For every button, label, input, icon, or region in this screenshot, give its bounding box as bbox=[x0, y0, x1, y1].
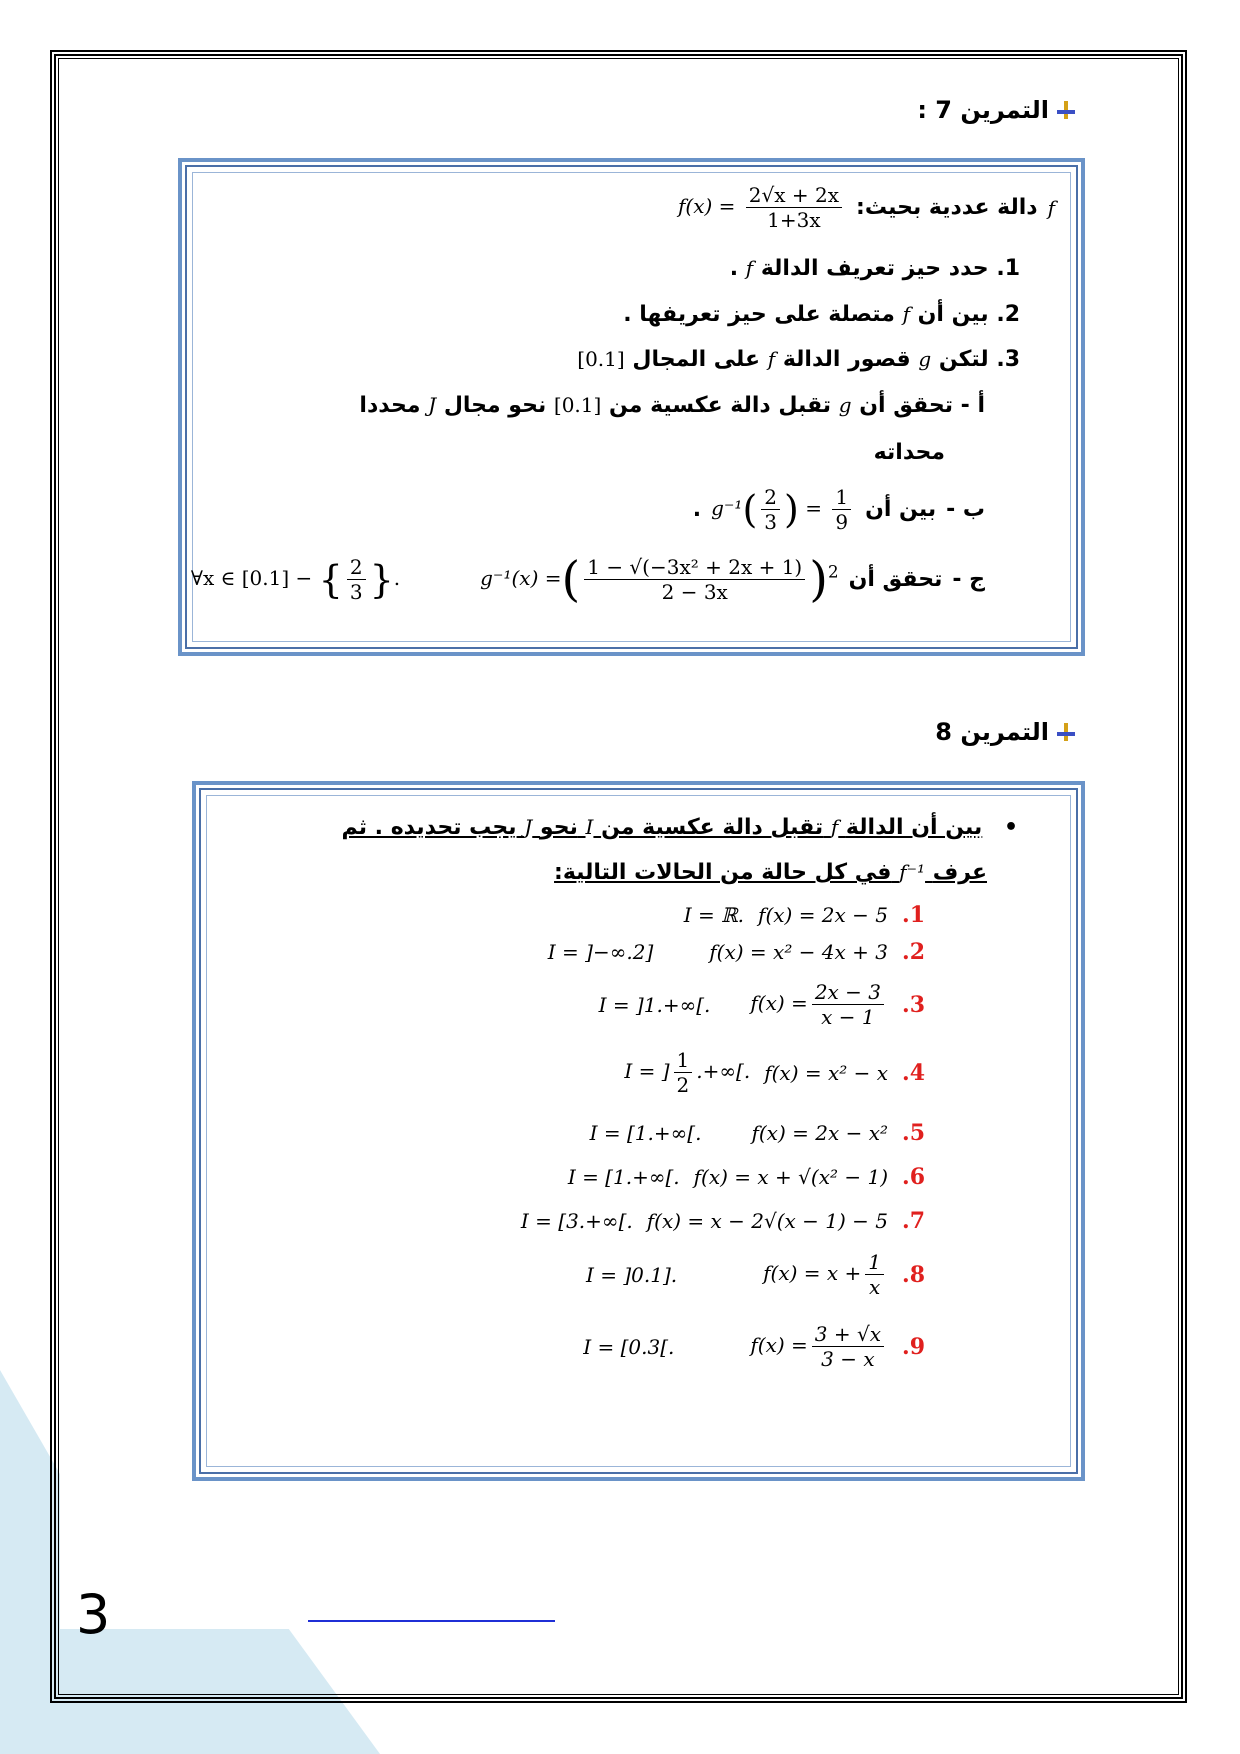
ex7-q3: 3. لتكن g قصور الدالة f على المجال [0.1] bbox=[577, 347, 1020, 372]
ex7-qb: ب - بين أن g⁻¹( $\frac{2}{3}$ ) = $\frac{1}{9}$ . bbox=[692, 485, 985, 534]
page-number: 3 bbox=[76, 1583, 111, 1646]
ex7-qa: أ - تحقق أن g تقبل دالة عكسية من [0.1] نحو مجال J محددا bbox=[359, 393, 985, 418]
bullet-cross-icon bbox=[1057, 723, 1075, 741]
ex7-intro bbox=[678, 183, 1055, 232]
ex8-intro-line1: • بين أن الدالة f تقبل دالة عكسية من I نحو J يجب تحديده . ثم bbox=[341, 815, 1018, 840]
list-item: 5. f(x) = 2x − x² I = [1.+∞[. bbox=[589, 1120, 925, 1146]
f-symbol: f bbox=[1047, 195, 1055, 220]
list-item: 3. f(x) = $\frac{2x - 3}{x - 1}$ I = ]1.+∞[. bbox=[598, 980, 925, 1029]
ex8-items-list bbox=[225, 902, 925, 1382]
ex7-qa-line2: محداته bbox=[873, 440, 945, 465]
exercise-7-heading bbox=[917, 96, 1075, 124]
exercise-8-heading bbox=[935, 718, 1075, 746]
ex7-q1: 1. حدد حيز تعريف الدالة f . bbox=[729, 256, 1020, 281]
list-item: 9. f(x) = $\frac{3 + √x}{3 - x}$ I = [0.3[. bbox=[583, 1322, 925, 1371]
qc-formula: g⁻¹(x) =( $\frac{\text{1 − √(−3x² + 2x + 1)}}{2 - 3x}$ )$^2$ bbox=[480, 551, 839, 608]
list-item: 6. f(x) = x + √(x² − 1) I = [1.+∞[. bbox=[567, 1164, 925, 1190]
ex8-intro-line2: عرف f⁻¹ في كل حالة من الحالات التالية: bbox=[554, 860, 987, 885]
qb-formula: g⁻¹( $\frac{2}{3}$ ) = $\frac{1}{9}$ bbox=[711, 485, 855, 534]
f-definition: f(x) = $\frac{2√x + 2x}{1+3x}$ bbox=[678, 183, 846, 232]
list-item: 4. f(x) = x² − x I = ] $\frac{1}{2}$ .+∞[. bbox=[624, 1048, 925, 1097]
ex7-qc: ج - تحقق أن g⁻¹(x) =( $\frac{\text{1 − √(−3x² + 2x + 1)}}{2 - 3x}$ )$^2$ ∀x ∈ [0.1] − { $\frac{2}{3}$ }. bbox=[190, 551, 985, 608]
ex7-q2: 2. بين أن f متصلة على حيز تعريفها . bbox=[623, 302, 1020, 327]
qc-domain: ∀x ∈ [0.1] − { $\frac{2}{3}$ }. bbox=[190, 555, 401, 604]
bullet-cross-icon bbox=[1057, 101, 1075, 119]
list-item: 2. f(x) = x² − 4x + 3 I = ]−∞.2] bbox=[547, 939, 925, 965]
list-item: 1. f(x) = 2x − 5 I = ℝ. bbox=[683, 902, 925, 928]
exercise-8-title: التمرين 8 bbox=[935, 718, 1049, 746]
list-item: 7. f(x) = x − 2√(x − 1) − 5 I = [3.+∞[. bbox=[520, 1208, 925, 1234]
ex7-intro-text: دالة عددية بحيث: bbox=[856, 195, 1038, 220]
footer-line bbox=[308, 1620, 555, 1622]
list-item: 8. f(x) = x + $\frac{1}{x}$ I = ]0.1]. bbox=[585, 1250, 925, 1299]
exercise-7-title: التمرين 7 : bbox=[917, 96, 1049, 124]
